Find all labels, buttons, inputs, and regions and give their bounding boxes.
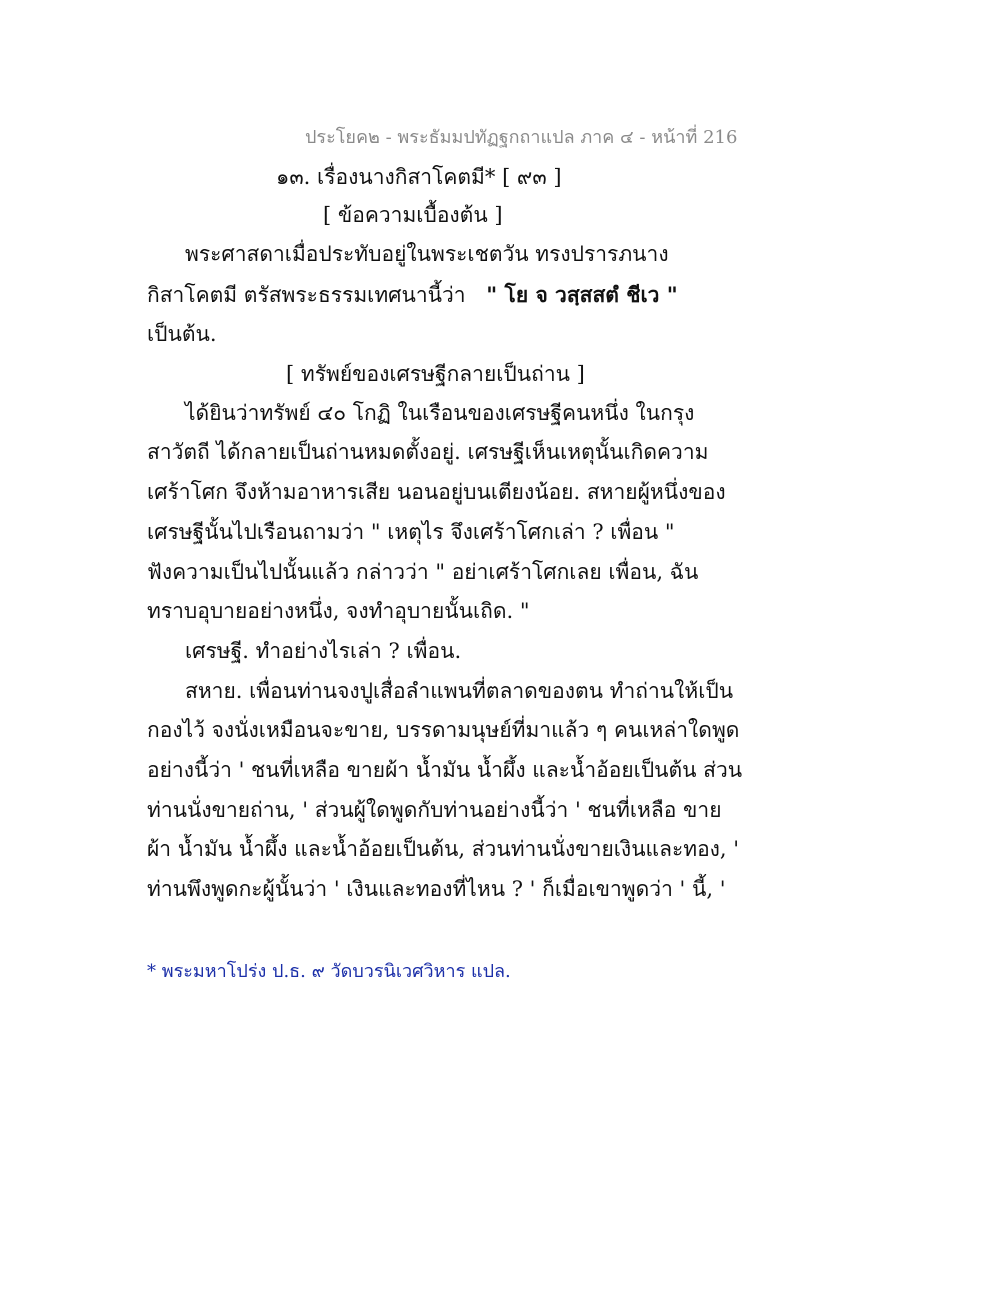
body-line: ท่านนั่งขายถ่าน, ' ส่วนผู้ใดพูดกับท่านอย่างนี้ว่า ' ชนที่เหลือ ขาย — [147, 798, 722, 822]
story-title: ๑๓. เรื่องนางกิสาโคตมี* [ ๙๓ ] — [276, 165, 562, 189]
intro-line — [147, 284, 678, 306]
intro-line: พระศาสดาเมื่อประทับอยู่ในพระเชตวัน ทรงปรารภนาง — [185, 242, 669, 266]
body-line: อย่างนี้ว่า ' ชนที่เหลือ ขายผ้า น้ำมัน น้ำผึ้ง และน้ำอ้อยเป็นต้น ส่วน — [147, 758, 743, 782]
intro-heading: [ ข้อความเบื้องต้น ] — [323, 203, 503, 227]
page-header: ประโยค๒ - พระธัมมปทัฏฐกถาแปล ภาค ๔ - หน้าที่ 216 — [305, 127, 738, 148]
body-line: สาวัตถี ได้กลายเป็นถ่านหมดตั้งอยู่. เศรษฐีเห็นเหตุนั้นเกิดความ — [147, 440, 709, 464]
body-line: ทราบอุบายอย่างหนึ่ง, จงทำอุบายนั้นเถิด. " — [147, 599, 530, 623]
intro-line: เป็นต้น. — [147, 322, 217, 346]
body-line: ผ้า น้ำมัน น้ำผึ้ง และน้ำอ้อยเป็นต้น, ส่วนท่านนั่งขายเงินและทอง, ' — [147, 837, 740, 861]
intro-line-text: กิสาโคตมี ตรัสพระธรรมเทศนานี้ว่า — [147, 283, 466, 307]
dialogue-line: สหาย. เพื่อนท่านจงปูเสื่อลำแพนที่ตลาดของตน ทำถ่านให้เป็น — [185, 679, 734, 703]
body-line: กองไว้ จงนั่งเหมือนจะขาย, บรรดามนุษย์ที่มาแล้ว ๆ คนเหล่าใดพูด — [147, 718, 740, 742]
section-heading: [ ทรัพย์ของเศรษฐีกลายเป็นถ่าน ] — [286, 362, 585, 386]
body-line: ท่านพึงพูดกะผู้นั้นว่า ' เงินและทองที่ไหน ? ' ก็เมื่อเขาพูดว่า ' นี้, ' — [147, 877, 726, 901]
body-line: ฟังความเป็นไปนั้นแล้ว กล่าวว่า " อย่าเศร้าโศกเลย เพื่อน, ฉัน — [147, 560, 699, 584]
dialogue-line: เศรษฐี. ทำอย่างไรเล่า ? เพื่อน. — [185, 639, 462, 663]
body-line: เศร้าโศก จึงห้ามอาหารเสีย นอนอยู่บนเตียงน้อย. สหายผู้หนึ่งของ — [147, 480, 726, 504]
translator-footnote: * พระมหาโปร่ง ป.ธ. ๙ วัดบวรนิเวศวิหาร แปล. — [147, 961, 511, 982]
pali-quote: " โย จ วสฺสสตํ ชีเว " — [486, 282, 678, 307]
body-line: ได้ยินว่าทรัพย์ ๔๐ โกฏิ ในเรือนของเศรษฐีคนหนึ่ง ในกรุง — [185, 401, 695, 425]
body-line: เศรษฐีนั้นไปเรือนถามว่า " เหตุไร จึงเศร้าโศกเล่า ? เพื่อน " — [147, 520, 675, 544]
